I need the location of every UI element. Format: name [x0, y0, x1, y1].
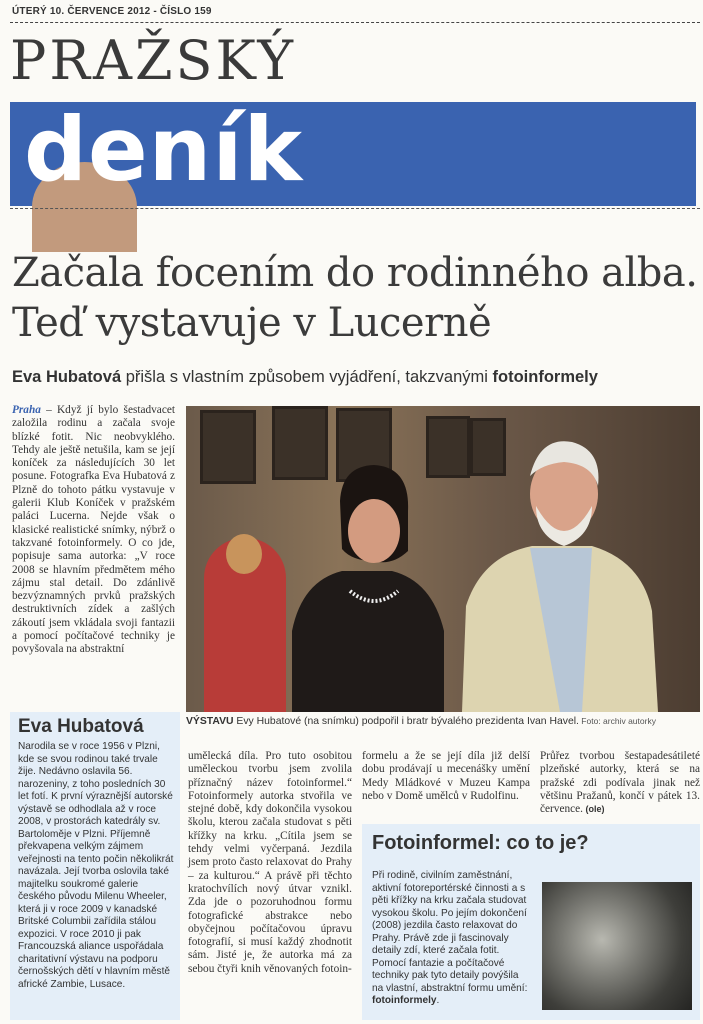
- dateline: ÚTERÝ 10. ČERVENCE 2012 - ČÍSLO 159: [12, 6, 212, 17]
- subhead-text: přišla s vlastním způsobem vyjádření, takzvanými: [121, 368, 493, 386]
- info-text: [372, 870, 532, 1008]
- wall-painting: [200, 410, 256, 484]
- article-column-4: [540, 750, 700, 816]
- info-title: Fotoinformel: co to je?: [372, 832, 589, 854]
- subhead-name: Eva Hubatová: [12, 368, 122, 386]
- subhead-term: fotoinformely: [492, 368, 598, 386]
- article-column-1: [12, 404, 175, 657]
- dateline-place: Praha: [12, 404, 41, 416]
- newspaper-name: PRAŽSKÝ: [10, 29, 297, 92]
- divider: [10, 22, 700, 23]
- caption-lead: VÝSTAVU: [186, 716, 234, 727]
- article-column-2: umělecká díla. Pro tuto osobitou uměleckou tvorbu jsem zvolila příznačný název fotoinformel.“ Fotoinformely autorka stvořila ve stejné době, kdy dokončila vysokou školu, kterou začala studovat s pěti křížky na krku. „Cítila jsem se tehdy velmi vyčerpaná. Jezdila jsem proto často relaxovat do Prahy – za kulturou.“ A právě při těchto kratochvílích nový útvar vznikl. Zda jde o pozoruhodnou formu fotografické abstrakce nebo obyčejnou počítačovou úpravu fotografií, si musí každý zhodnotit sám. Jisté je, že autorka má za sebou čtyři knih věnovaných fotoin-: [188, 750, 352, 975]
- bio-title: Eva Hubatová: [18, 716, 144, 737]
- author-sign: (ole): [582, 804, 605, 815]
- fotoinformel-image: [542, 882, 692, 1010]
- seated-woman-head: [226, 534, 262, 574]
- info-body: Při rodině, civilním zaměstnání, aktivní fotoreportérské činnosti a s pěti křížky na krku začala studovat vysokou školu. Po jejím dokončení (2008) jezdila často relaxovat do Prahy. Právě zde ji fascinovaly detaily zdí, které začala fotit. Pomocí fantazie a počítačové techniky pak tyto detaily povýšila na vlastní, abstraktní formu umění:: [372, 870, 528, 994]
- photo-caption: [186, 716, 700, 727]
- man-figure: [452, 436, 662, 712]
- subheadline: [12, 368, 598, 387]
- article-text: Průřez tvorbou šestapadesátileté plzeňské autorky, která se na pražské zdi podívala jinak než většinu Pražanů, končí v pátek 13. července.: [540, 750, 700, 816]
- divider: [10, 208, 700, 209]
- bio-text: Narodila se v roce 1956 v Plzni, kde se svou rodinou také trvale žije. Nedávno oslavila 56. narozeniny, z toho posledních 30 let fotí. K první výraznější autorské výstavě se odhodlala až v roce 2008, v prostorách katedrály sv. Bartoloměje v Plzni. Příjemně překvapena velkým zájmem veřejnosti na tento počin několikrát navázala. Její tvorba oslovila také majitelku soukromé galerie českého původu Milenu Wheeler, která ji v roce 2009 v kanadské Britské Columbii zařídila stálou expozici. V roce 2010 ji pak Francouzská aliance uspořádala charitativní výstavu na podporu černošských dětí v hlavním městě africké Zambie, Lusace.: [18, 741, 174, 990]
- info-tail: .: [436, 995, 440, 1006]
- newspaper-logo: deník: [24, 98, 304, 201]
- photo-credit: Foto: archiv autorky: [578, 716, 656, 726]
- caption-text: Evy Hubatové (na snímku) podpořil i bratr bývalého prezidenta Ivan Havel.: [233, 716, 579, 727]
- article-column-3: formelu a že se její díla již delší dobu prodávají u mecenášky umění Medy Mládkové v Muzeu Kampa nebo v Domě umělců v Rudolfinu.: [362, 750, 530, 802]
- article-text: – Když jí bylo šestadvacet založila rodinu a začala svoje blízké fotit. Nic neobvyklého. Tehdy ale ještě netušila, kam se její koníček za následujících 30 let posune. Fotografka Eva Hubatová z Plzně do tohoto pátku vystavuje v galerii Klub Koníček v pražském paláci Lucerna. Nejde však o klasické realistické snímky, nýbrž o takzvané fotoinformely. O co jde, popisuje sama autorka: „V roce 2008 se hlavním předmětem mého zájmu stal detail. Do zdánlivě bezvýznamných prvků pražských destruktivních zídek a zašlých zákoutí jsem vkládala svoji fantazii a pomocí počítačové techniky je povyšovala na abstraktní: [12, 404, 175, 656]
- headline: Začala focením do rodinného alba. Teď vystavuje v Lucerně: [12, 250, 698, 346]
- info-term: fotoinformely: [372, 995, 437, 1006]
- woman-figure: [282, 461, 452, 712]
- article-photo: [186, 406, 700, 712]
